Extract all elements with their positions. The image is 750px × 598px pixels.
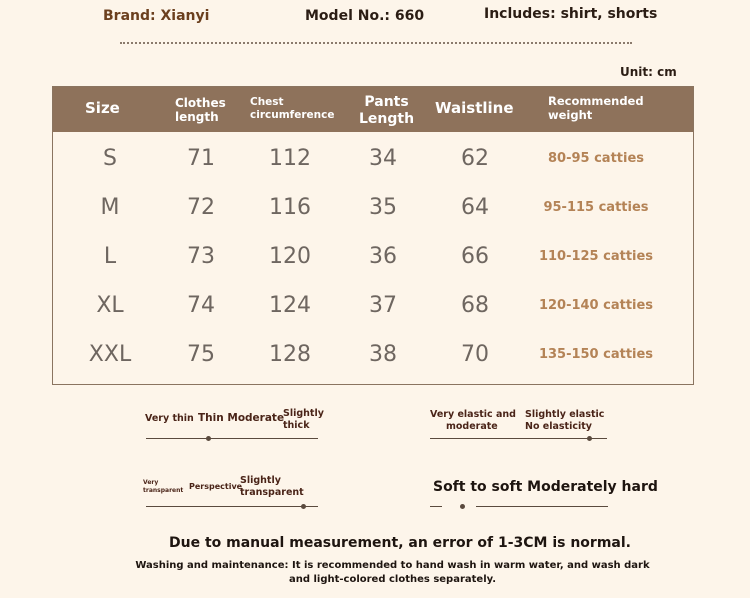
elasticity-slightly-elastic: Slightly elastic No elasticity	[525, 409, 605, 433]
includes-label: Includes: shirt, shorts	[484, 6, 658, 22]
header-waistline: Waistline	[435, 99, 514, 117]
header-pants-length: Pants Length	[359, 94, 415, 127]
header-clothes-length: Clothes length	[175, 96, 226, 125]
cell-clothes-length: 73	[187, 244, 215, 269]
cell-pants-length: 34	[369, 146, 397, 171]
table-row	[53, 134, 693, 183]
measurement-note: Due to manual measurement, an error of 1-3CM is normal.	[169, 535, 631, 551]
cell-waistline: 64	[461, 195, 489, 220]
transparency-selected-dot	[301, 504, 306, 509]
model-number-label: Model No.: 660	[305, 8, 425, 24]
cell-recommended-weight: 95-115 catties	[543, 200, 649, 215]
transparency-perspective: Perspective	[189, 482, 243, 491]
cell-recommended-weight: 135-150 catties	[538, 347, 654, 362]
cell-recommended-weight: 80-95 catties	[547, 151, 645, 166]
cell-recommended-weight: 120-140 catties	[538, 298, 654, 313]
cell-pants-length: 37	[369, 293, 397, 318]
elasticity-very-elastic: Very elastic and moderate	[430, 409, 516, 433]
washing-note: Washing and maintenance: It is recommended to hand wash in warm water, and wash dark and light-colored clothes separately.	[135, 560, 650, 585]
cell-size: S	[103, 146, 117, 171]
cell-clothes-length: 72	[187, 195, 215, 220]
cell-chest: 112	[269, 146, 311, 171]
transparency-very-transparent: Very transparent	[143, 479, 184, 494]
cell-waistline: 66	[461, 244, 489, 269]
cell-size: L	[103, 244, 117, 269]
dotted-divider	[120, 42, 632, 44]
cell-clothes-length: 71	[187, 146, 215, 171]
header-recommended-weight: Recommended weight	[548, 94, 644, 122]
table-row	[53, 330, 693, 379]
elasticity-selected-dot	[587, 436, 592, 441]
unit-label: Unit: cm	[620, 65, 677, 79]
cell-size: XXL	[88, 342, 132, 367]
cell-recommended-weight: 110-125 catties	[538, 249, 654, 264]
cell-chest: 116	[269, 195, 311, 220]
cell-chest: 120	[269, 244, 311, 269]
softness-selected-dot	[460, 504, 465, 509]
cell-size: M	[100, 195, 120, 220]
cell-chest: 124	[269, 293, 311, 318]
cell-size: XL	[96, 293, 124, 318]
brand-label: Brand: Xianyi	[103, 8, 210, 24]
softness-label: Soft to soft Moderately hard	[433, 479, 658, 495]
thickness-scale-line	[146, 438, 318, 439]
elasticity-scale-line	[430, 438, 607, 439]
cell-waistline: 62	[461, 146, 489, 171]
cell-pants-length: 35	[369, 195, 397, 220]
table-header	[53, 87, 693, 132]
cell-chest: 128	[269, 342, 311, 367]
transparency-scale-line	[146, 506, 318, 507]
cell-waistline: 68	[461, 293, 489, 318]
header-chest-circumference: Chest circumference	[250, 96, 335, 121]
softness-line-left	[430, 506, 442, 507]
table-row	[53, 232, 693, 281]
transparency-slightly-transparent: Slightly transparent	[240, 475, 304, 499]
cell-waistline: 70	[461, 342, 489, 367]
header-size: Size	[85, 99, 120, 117]
size-table	[52, 86, 694, 385]
thickness-very-thin: Very thin	[145, 413, 194, 424]
cell-clothes-length: 75	[187, 342, 215, 367]
cell-clothes-length: 74	[187, 293, 215, 318]
thickness-thin-moderate: Thin Moderate	[198, 412, 285, 424]
cell-pants-length: 38	[369, 342, 397, 367]
thickness-selected-dot	[206, 436, 211, 441]
table-row	[53, 281, 693, 330]
cell-pants-length: 36	[369, 244, 397, 269]
thickness-slightly-thick: Slightly thick	[283, 408, 324, 432]
table-row	[53, 183, 693, 232]
softness-scale-line	[476, 506, 608, 507]
